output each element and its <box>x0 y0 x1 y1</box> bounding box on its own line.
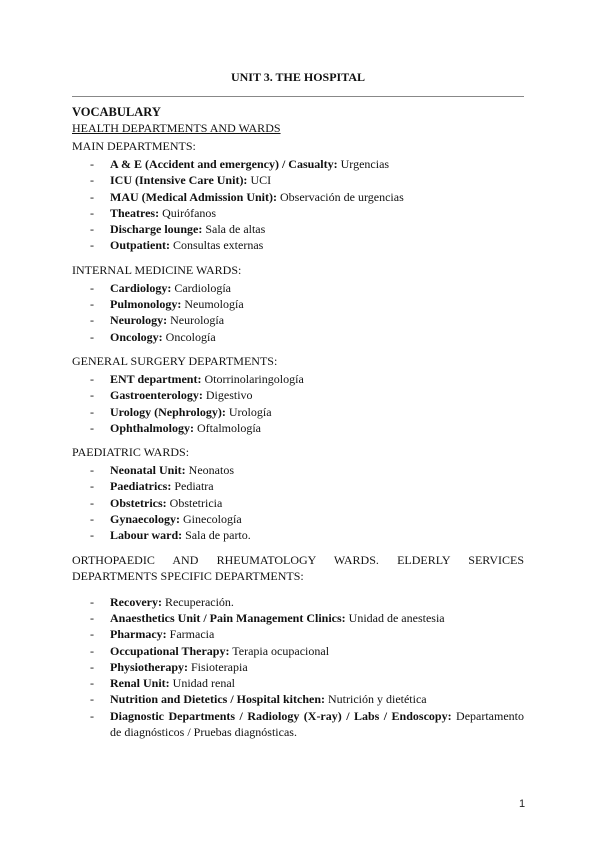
term: MAU (Medical Admission Unit): <box>110 189 277 204</box>
definition: Neurología <box>167 313 225 328</box>
definition: Ginecología <box>180 512 242 527</box>
definition: Oftalmología <box>194 420 261 435</box>
definition: Fisioterapia <box>188 659 248 674</box>
bullet-dash: - <box>90 643 94 658</box>
list-item <box>72 594 524 610</box>
bullet-dash: - <box>90 420 94 435</box>
term-list <box>72 280 524 345</box>
bullet-dash: - <box>90 512 94 527</box>
bullet-dash: - <box>90 222 94 237</box>
term: Discharge lounge: <box>110 222 203 237</box>
term: Recovery: <box>110 594 162 609</box>
term-list <box>72 462 524 543</box>
bullet-dash: - <box>90 157 94 171</box>
section-heading: GENERAL SURGERY DEPARTMENTS: <box>72 353 278 368</box>
bullet-dash: - <box>90 205 94 220</box>
term: A & E (Accident and emergency) / Casualty: <box>110 157 338 171</box>
bullet-dash: - <box>90 297 94 312</box>
term: Neonatal Unit: <box>110 463 186 478</box>
list-item <box>72 462 524 478</box>
definition: Recuperación. <box>161 594 234 609</box>
definition: Terapia ocupacional <box>229 643 330 658</box>
list-item <box>72 205 524 221</box>
bullet-dash: - <box>90 659 94 674</box>
definition: Neonatos <box>185 463 234 478</box>
list-item <box>72 221 524 237</box>
title-divider <box>72 96 524 97</box>
bullet-dash: - <box>90 371 94 386</box>
definition: Sala de altas <box>202 222 266 237</box>
definition: Observación de urgencias <box>277 189 404 204</box>
list-item <box>72 495 524 511</box>
bullet-dash: - <box>90 627 94 642</box>
bullet-dash: - <box>90 479 94 494</box>
definition: Urología <box>225 404 272 419</box>
section-specific-departments <box>72 552 524 741</box>
term: Anaesthetics Unit / Pain Management Clinics: <box>110 610 346 625</box>
list-item <box>72 387 524 403</box>
section-heading: INTERNAL MEDICINE WARDS: <box>72 262 242 277</box>
bullet-dash: - <box>90 594 94 609</box>
definition: Otorrinolaringología <box>201 371 304 386</box>
definition: Nutrición y dietética <box>325 692 427 707</box>
list-item <box>72 312 524 328</box>
bullet-dash: - <box>90 280 94 295</box>
term: Paediatrics: <box>110 479 172 494</box>
bullet-dash: - <box>90 708 94 723</box>
section-subtitle: HEALTH DEPARTMENTS AND WARDS <box>72 121 281 135</box>
term: ENT department: <box>110 371 202 386</box>
term: Outpatient: <box>110 238 170 253</box>
page-number: 1 <box>519 798 526 810</box>
term: Ophthalmology: <box>110 420 195 435</box>
list-item <box>72 280 524 296</box>
definition: UCI <box>247 173 272 188</box>
bullet-dash: - <box>90 495 94 510</box>
bullet-dash: - <box>90 404 94 419</box>
bullet-dash: - <box>90 463 94 478</box>
term: Nutrition and Dietetics / Hospital kitchen: <box>110 692 325 707</box>
definition: Unidad renal <box>169 676 235 691</box>
definition: Digestivo <box>202 388 253 403</box>
list-item <box>72 420 524 436</box>
term: ICU (Intensive Care Unit): <box>110 173 248 188</box>
definition: Obstetricia <box>166 495 223 510</box>
section-paediatric-wards <box>72 444 524 543</box>
list-item <box>72 237 524 253</box>
list-item <box>72 156 524 172</box>
section-main-departments <box>72 138 524 254</box>
term-list <box>72 156 524 254</box>
definition: Oncología <box>162 329 216 344</box>
term: Diagnostic Departments / Radiology (X-ray) / Labs / Endoscopy: <box>110 708 452 723</box>
list-item <box>72 371 524 387</box>
section-heading: MAIN DEPARTMENTS: <box>72 139 196 153</box>
term: Occupational Therapy: <box>110 643 230 658</box>
definition: Cardiología <box>171 280 231 295</box>
list-item <box>72 511 524 527</box>
definition: Departamento de diagnósticos / Pruebas diagnósticas. <box>110 708 524 740</box>
list-item <box>72 527 524 543</box>
list-item <box>72 172 524 188</box>
section-heading: PAEDIATRIC WARDS: <box>72 445 190 460</box>
term: Physiotherapy: <box>110 659 188 674</box>
term: Pharmacy: <box>110 627 167 642</box>
term: Urology (Nephrology): <box>110 404 226 419</box>
bullet-dash: - <box>90 189 94 204</box>
list-item <box>72 329 524 345</box>
term: Obstetrics: <box>110 495 167 510</box>
definition: Unidad de anestesia <box>345 610 445 625</box>
definition: Sala de parto. <box>182 528 251 543</box>
vocabulary-heading: VOCABULARY <box>72 105 161 119</box>
list-item <box>72 691 524 707</box>
term: Renal Unit: <box>110 676 170 691</box>
section-heading: ORTHOPAEDIC AND RHEUMATOLOGY WARDS. ELDERLY SERVICES DEPARTMENTS SPECIFIC DEPARTMENTS: <box>72 552 524 583</box>
definition: Pediatra <box>171 479 214 494</box>
section-internal-medicine <box>72 262 524 345</box>
bullet-dash: - <box>90 610 94 625</box>
bullet-dash: - <box>90 528 94 543</box>
list-item <box>72 643 524 659</box>
definition: Urgencias <box>337 157 390 171</box>
bullet-dash: - <box>90 676 94 691</box>
bullet-dash: - <box>90 238 94 253</box>
section-general-surgery <box>72 353 524 436</box>
definition: Consultas externas <box>170 238 264 253</box>
document-body <box>72 104 524 740</box>
term: Theatres: <box>110 205 160 220</box>
definition: Farmacia <box>166 627 215 642</box>
term-list <box>72 371 524 436</box>
bullet-dash: - <box>90 329 94 344</box>
term-list <box>72 594 524 741</box>
term: Gynaecology: <box>110 512 180 527</box>
term: Cardiology: <box>110 280 172 295</box>
list-item <box>72 296 524 312</box>
list-item <box>72 478 524 494</box>
bullet-dash: - <box>90 313 94 328</box>
list-item <box>72 626 524 642</box>
term: Pulmonology: <box>110 297 182 312</box>
term: Neurology: <box>110 313 168 328</box>
term: Labour ward: <box>110 528 183 543</box>
definition: Neumología <box>181 297 244 312</box>
bullet-dash: - <box>90 692 94 707</box>
list-item <box>72 659 524 675</box>
list-item <box>72 610 524 626</box>
page-title: UNIT 3. THE HOSPITAL <box>230 70 366 84</box>
list-item <box>72 404 524 420</box>
list-item <box>72 189 524 205</box>
definition: Quirófanos <box>159 205 217 220</box>
bullet-dash: - <box>90 173 94 188</box>
list-item <box>72 708 524 741</box>
bullet-dash: - <box>90 388 94 403</box>
list-item <box>72 675 524 691</box>
term: Gastroenterology: <box>110 388 203 403</box>
term: Oncology: <box>110 329 163 344</box>
